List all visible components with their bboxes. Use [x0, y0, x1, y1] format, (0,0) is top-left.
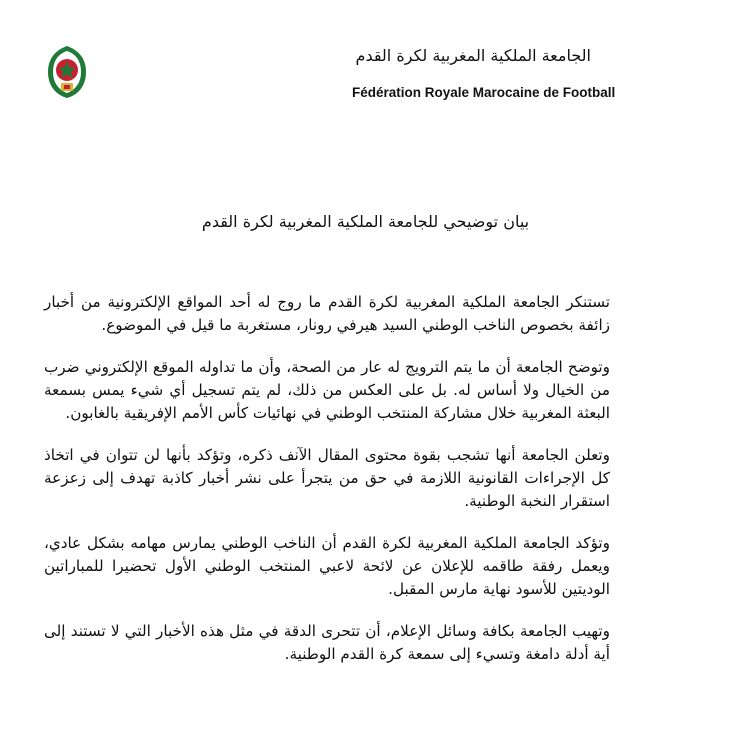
- paragraph-1: تستنكر الجامعة الملكية المغربية لكرة القدم ما روج له أحد المواقع الإلكترونية من أخبار زائفة بخصوص الناخب الوطني السيد هيرفي رونار، مستغربة ما قيل في الموضوع.: [44, 293, 610, 334]
- paragraph-5: وتهيب الجامعة بكافة وسائل الإعلام، أن تتحرى الدقة في مثل هذه الأخبار التي لا تستند إلى أية أدلة دامغة وتسيء إلى سمعة كرة القدم الوطنية.: [44, 622, 610, 663]
- paragraph-2: وتوضح الجامعة أن ما يتم الترويج له عار من الصحة، وأن ما تداوله الموقع الإلكتروني ضرب من الخيال ولا أساس له. بل على العكس من ذلك، لم يتم تسجيل أي شيء يمس بسمعة البعثة المغربية خلال مشاركة المنتخب الوطني في نهائيات كأس الأمم الإفريقية بالغابون.: [44, 358, 610, 422]
- federation-name-arabic: الجامعة الملكية المغربية لكرة القدم: [355, 46, 591, 65]
- paragraph-3: وتعلن الجامعة أنها تشجب بقوة محتوى المقال الآنف ذكره، وتؤكد بأنها لن تتوان في اتخاذ كل الإجراءات القانونية اللازمة في حق من يتجرأ على نشر أخبار كاذبة تهدف إلى زعزعة استقرار النخبة الوطنية.: [44, 446, 610, 510]
- document-body: [44, 291, 610, 685]
- paragraph-4: وتؤكد الجامعة الملكية المغربية لكرة القدم أن الناخب الوطني يمارس مهامه بشكل عادي، ويعمل رفقة طاقمه للإعلان عن لائحة لاعبي المنتخب الوطني الأول تحضيرا للمباراتين الوديتين للأسود نهاية مارس المقبل.: [44, 534, 610, 598]
- frmf-crest-icon: [44, 44, 90, 100]
- federation-name-french: Fédération Royale Marocaine de Football: [352, 85, 616, 100]
- document-title: بيان توضيحي للجامعة الملكية المغربية لكرة القدم: [201, 212, 530, 231]
